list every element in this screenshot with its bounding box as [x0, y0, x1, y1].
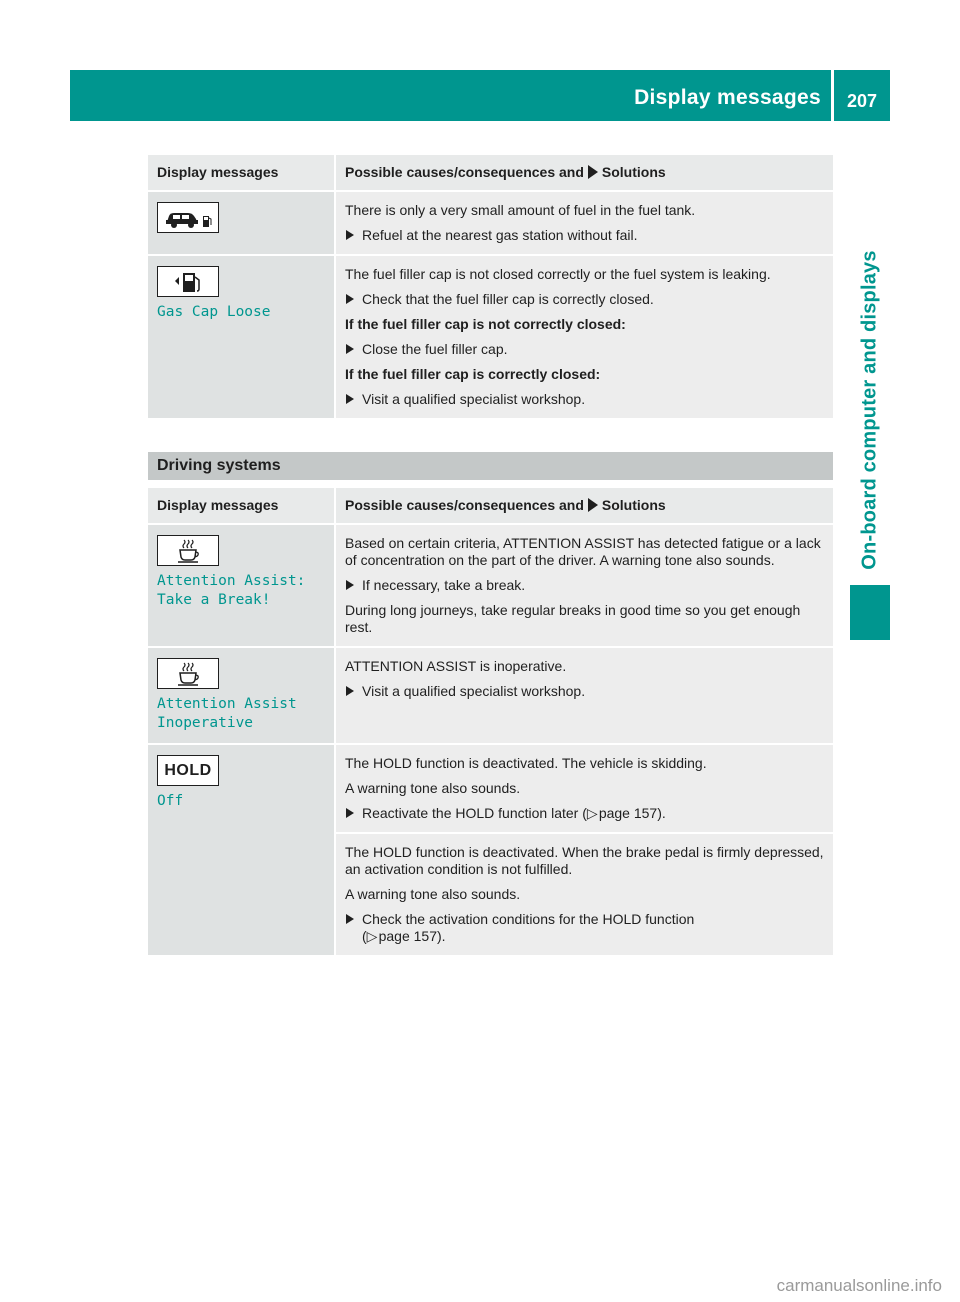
- cause-text: The HOLD function is deactivated. When the brake pedal is firmly depressed, an activation condition is not fulfilled.: [345, 844, 824, 877]
- display-message-cell: [148, 647, 335, 744]
- page-ref-icon: ▷: [366, 928, 379, 944]
- causes-cell: [335, 833, 833, 956]
- condition-heading: If the fuel filler cap is correctly closed:: [345, 366, 601, 382]
- arrow-icon: [588, 165, 598, 179]
- cause-text: A warning tone also sounds.: [345, 886, 521, 902]
- page-reference-link[interactable]: page 157: [378, 928, 438, 944]
- solution-step: Reactivate the HOLD function later (▷ page 157).: [345, 805, 827, 822]
- display-message-text: Attention Assist: [157, 696, 297, 712]
- causes-cell: [335, 744, 833, 833]
- display-message-cell: [148, 524, 335, 647]
- page-number: 207: [834, 70, 890, 121]
- causes-cell: [335, 255, 833, 419]
- arrow-icon: [588, 498, 598, 512]
- coffee-cup-icon: [157, 658, 219, 689]
- cause-text: Based on certain criteria, ATTENTION ASSIST has detected fatigue or a lack of concentration on the part of the driver. A warning tone also sounds.: [345, 535, 821, 568]
- page-reference-link[interactable]: page 157: [598, 805, 658, 821]
- display-message-text: Off: [157, 793, 184, 809]
- low-fuel-car-icon: [157, 202, 219, 233]
- causes-cell: [335, 191, 833, 255]
- table-row: [148, 524, 833, 647]
- watermark: carmanualsonline.info: [776, 1276, 942, 1295]
- column-header-display-messages: Display messages: [148, 488, 335, 524]
- section-header: [148, 452, 833, 480]
- table-header-row: [148, 488, 833, 524]
- side-tab-label: On-board computer and displays: [858, 250, 881, 570]
- table-row: [148, 647, 833, 744]
- solution-step: Refuel at the nearest gas station without fail.: [345, 227, 827, 244]
- solution-step: Visit a qualified specialist workshop.: [345, 391, 827, 408]
- solution-step: If necessary, take a break.: [345, 577, 827, 594]
- column-header-causes: Possible causes/consequences and Solutions: [335, 155, 833, 191]
- causes-cell: [335, 647, 833, 744]
- table-row: [148, 191, 833, 255]
- cause-text: During long journeys, take regular breaks in good time so you get enough rest.: [345, 602, 801, 635]
- column-header-display-messages: Display messages: [148, 155, 335, 191]
- hold-icon-label: HOLD: [164, 761, 212, 779]
- solution-step: Close the fuel filler cap.: [345, 341, 827, 358]
- side-tab-marker: [850, 585, 890, 640]
- cause-text: A warning tone also sounds.: [345, 780, 521, 796]
- display-message-cell: [148, 744, 335, 956]
- cause-text: The HOLD function is deactivated. The vehicle is skidding.: [345, 755, 707, 771]
- cause-text: The fuel filler cap is not closed correctly or the fuel system is leaking.: [345, 266, 771, 282]
- causes-cell: [335, 524, 833, 647]
- solution-step: Check that the fuel filler cap is correctly closed.: [345, 291, 827, 308]
- header-bar: [70, 70, 831, 121]
- solution-step: Visit a qualified specialist workshop.: [345, 683, 827, 700]
- display-message-text: Take a Break!: [157, 592, 271, 608]
- cause-text: ATTENTION ASSIST is inoperative.: [345, 658, 567, 674]
- table-row: [148, 255, 833, 419]
- driving-systems-table: [148, 488, 833, 957]
- display-message-text: Gas Cap Loose: [157, 304, 271, 320]
- section-title: Driving systems: [157, 457, 281, 474]
- table-row: [148, 744, 833, 833]
- coffee-cup-icon: [157, 535, 219, 566]
- display-message-cell: [148, 191, 335, 255]
- column-header-causes: Possible causes/consequences and Solutions: [335, 488, 833, 524]
- condition-heading: If the fuel filler cap is not correctly closed:: [345, 316, 626, 332]
- fuel-cap-icon: [157, 266, 219, 297]
- display-message-text: Inoperative: [157, 715, 254, 731]
- display-message-text: Attention Assist:: [157, 573, 306, 589]
- cause-text: There is only a very small amount of fuel in the fuel tank.: [345, 202, 696, 218]
- solution-step: Check the activation conditions for the HOLD function (▷ page 157).: [345, 911, 827, 945]
- fuel-messages-table: [148, 155, 833, 420]
- hold-icon: [157, 755, 219, 786]
- display-message-cell: [148, 255, 335, 419]
- page-title: Display messages: [634, 86, 821, 109]
- page-ref-icon: ▷: [586, 805, 599, 821]
- table-header-row: [148, 155, 833, 191]
